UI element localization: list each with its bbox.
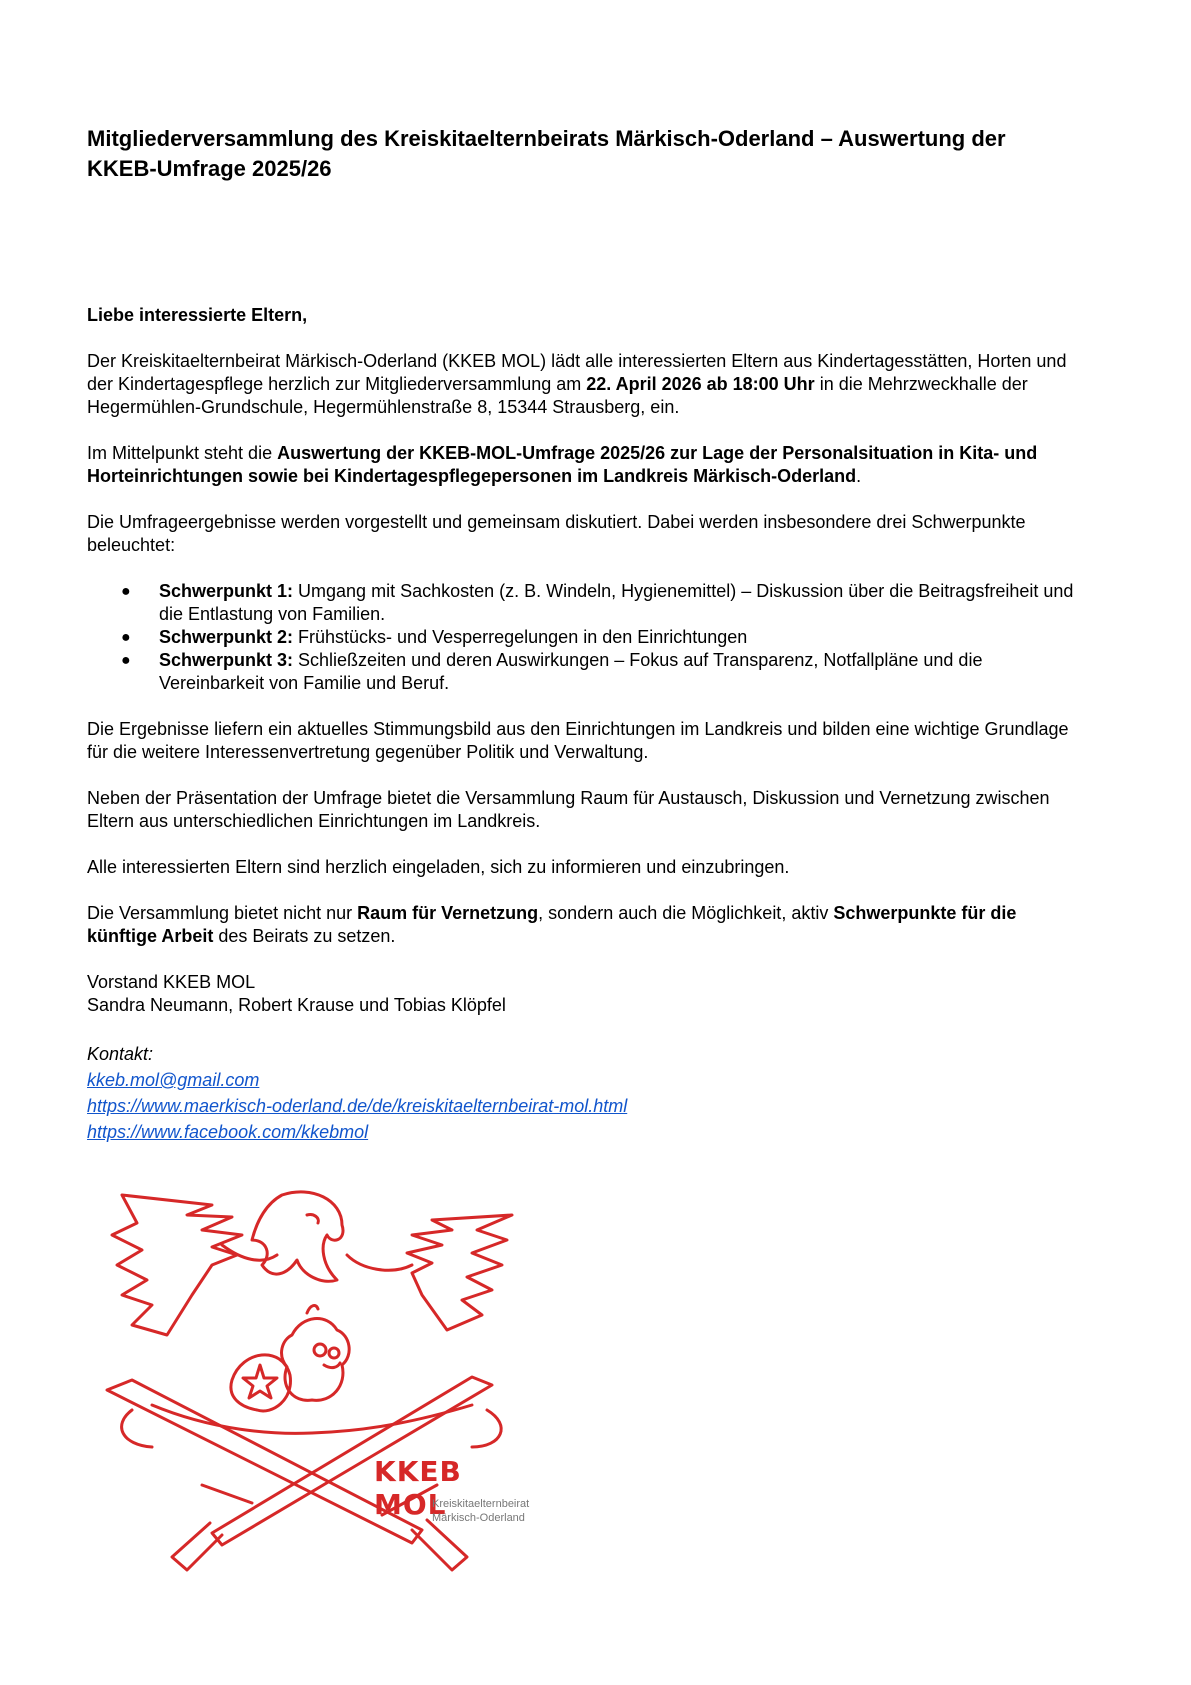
focus-points-list bbox=[87, 580, 1087, 695]
focus-topic: Auswertung der KKEB-MOL-Umfrage 2025/26 zur Lage der Personalsituation in Kita- und Horteinrichtungen sowie bei Kindertagespflegepersonen im Landkreis Märkisch-Oderland bbox=[87, 443, 1038, 486]
bullet-icon: ● bbox=[121, 583, 131, 600]
bullet-icon: ● bbox=[121, 629, 131, 646]
intro-text-2: in die Mehrzweckhalle der Hegermühlen-Grundschule, Hegermühlenstraße 8, 15344 Strausberg, ein. bbox=[87, 374, 1028, 417]
website-link[interactable]: https://www.maerkisch-oderland.de/de/kreiskitaelternbeirat-mol.html bbox=[87, 1096, 628, 1116]
focus-point-label: Schwerpunkt 3: bbox=[159, 650, 294, 670]
closing-text-1: Die Versammlung bietet nicht nur bbox=[87, 903, 358, 923]
document-title: Mitgliederversammlung des Kreiskitaelternbeirats Märkisch-Oderland – Auswertung der KKEB-Umfrage 2025/26 bbox=[87, 126, 1006, 181]
list-item bbox=[121, 626, 1087, 649]
email-link[interactable]: kkeb.mol@gmail.com bbox=[87, 1070, 260, 1090]
closing-text-3: des Beirats zu setzen. bbox=[213, 926, 396, 946]
bullet-icon: ● bbox=[121, 652, 131, 669]
facebook-link[interactable]: https://www.facebook.com/kkebmol bbox=[87, 1122, 369, 1142]
event-date: 22. April 2026 ab 18:00 Uhr bbox=[586, 374, 815, 394]
logo-subtitle bbox=[432, 1497, 529, 1525]
results-paragraph: Die Ergebnisse liefern ein aktuelles Stimmungsbild aus den Einrichtungen im Landkreis und bilden eine wichtige Grundlage für die weitere Interessenvertretung gegenüber Politik und Verwaltung. bbox=[87, 719, 1069, 762]
intro-text-1: Der Kreiskitaelternbeirat Märkisch-Oderland (KKEB MOL) lädt alle interessierten Eltern aus Kindertagesstätten, Horten und der Kindertagespflege herzlich zur Mitgliederversammlung am bbox=[87, 351, 1067, 394]
closing-text-2: , sondern auch die Möglichkeit, aktiv bbox=[538, 903, 834, 923]
logo-title: KKEB MOL bbox=[374, 1455, 462, 1521]
closing-bold-2: Schwerpunkte für die künftige Arbeit bbox=[87, 903, 1017, 946]
signature-line-2: Sandra Neumann, Robert Krause und Tobias Klöpfel bbox=[87, 995, 506, 1015]
closing-paragraph bbox=[87, 902, 1087, 948]
focus-point-text: Umgang mit Sachkosten (z. B. Windeln, Hygienemittel) – Diskussion über die Beitragsfreiheit und die Entlastung von Familien. bbox=[159, 581, 1074, 624]
focus-point-label: Schwerpunkt 1: bbox=[159, 581, 294, 601]
contact-label: Kontakt: bbox=[87, 1044, 154, 1064]
discussion-intro: Die Umfrageergebnisse werden vorgestellt und gemeinsam diskutiert. Dabei werden insbesondere drei Schwerpunkte beleuchtet: bbox=[87, 512, 1026, 555]
kkeb-logo bbox=[92, 1185, 542, 1585]
eagle-emblem-icon bbox=[92, 1185, 542, 1585]
list-item bbox=[121, 580, 1087, 626]
focus-text-1: Im Mittelpunkt steht die bbox=[87, 443, 278, 463]
document-page bbox=[87, 124, 1087, 1145]
exchange-paragraph: Neben der Präsentation der Umfrage bietet die Versammlung Raum für Austausch, Diskussion und Vernetzung zwischen Eltern aus unterschiedlichen Einrichtungen im Landkreis. bbox=[87, 788, 1050, 831]
list-item bbox=[121, 649, 1087, 695]
invite-paragraph: Alle interessierten Eltern sind herzlich eingeladen, sich zu informieren und einzubringen. bbox=[87, 857, 790, 877]
focus-point-label: Schwerpunkt 2: bbox=[159, 627, 294, 647]
signature-line-1: Vorstand KKEB MOL bbox=[87, 972, 256, 992]
logo-subtitle-line-2: Märkisch-Oderland bbox=[432, 1512, 525, 1524]
greeting: Liebe interessierte Eltern, bbox=[87, 305, 308, 325]
focus-point-text: Schließzeiten und deren Auswirkungen – Fokus auf Transparenz, Notfallpläne und die Vereinbarkeit von Familie und Beruf. bbox=[159, 650, 983, 693]
closing-bold-1: Raum für Vernetzung bbox=[357, 903, 539, 923]
focus-paragraph bbox=[87, 442, 1087, 488]
intro-paragraph bbox=[87, 350, 1087, 419]
focus-text-2: . bbox=[856, 466, 862, 486]
focus-point-text: Frühstücks- und Vesperregelungen in den Einrichtungen bbox=[293, 627, 748, 647]
logo-subtitle-line-1: Kreiskitaelternbeirat bbox=[432, 1498, 530, 1510]
